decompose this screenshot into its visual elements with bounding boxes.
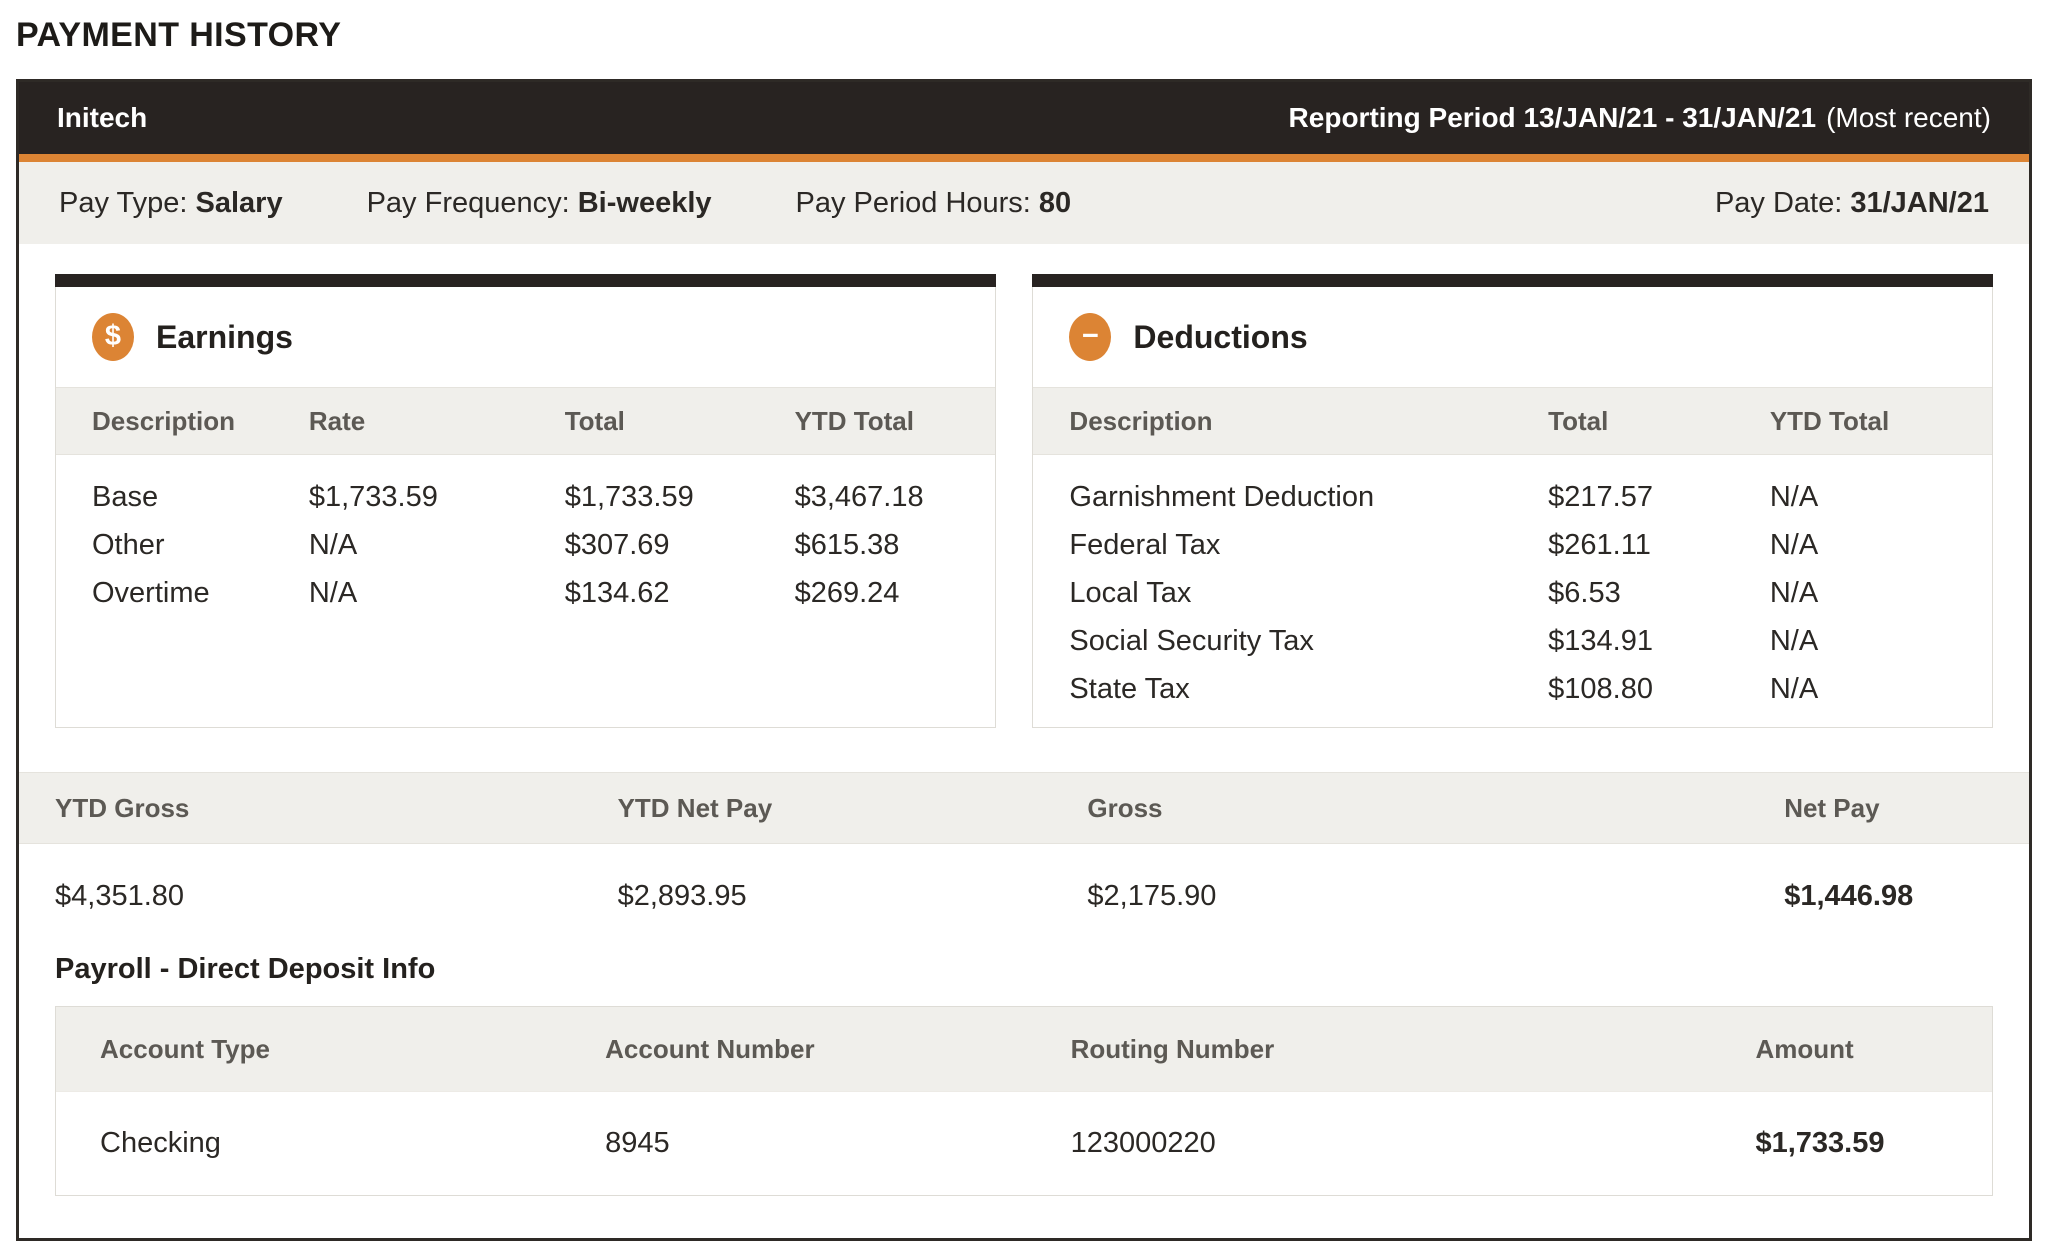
deduction-description: State Tax — [1069, 672, 1190, 705]
summary-values-row — [19, 844, 2029, 951]
pay-type — [59, 187, 283, 220]
company-name: Initech — [57, 102, 148, 133]
deduction-description: Garnishment Deduction — [1069, 480, 1375, 513]
table-row — [92, 473, 959, 521]
cards-row — [19, 244, 2029, 728]
dd-col-amount: Amount — [1755, 1033, 1854, 1064]
table-row — [1069, 473, 1956, 521]
earnings-ytd-total: $269.24 — [794, 576, 900, 609]
payment-history-panel — [16, 79, 2032, 1241]
table-row — [92, 569, 959, 617]
direct-deposit-title: Payroll - Direct Deposit Info — [55, 953, 436, 985]
pay-period-hours — [796, 187, 1072, 220]
deductions-table-header — [1033, 387, 1992, 455]
earnings-description: Overtime — [92, 576, 210, 609]
deductions-col-total: Total — [1548, 405, 1609, 436]
ytd-net-pay-value: $2,893.95 — [617, 880, 747, 912]
table-row — [1069, 521, 1956, 569]
earnings-total: $134.62 — [564, 576, 670, 609]
dd-amount: $1,733.59 — [1755, 1127, 1885, 1159]
pay-period-hours-value: 80 — [1038, 186, 1072, 219]
earnings-description: Base — [92, 480, 159, 513]
deduction-description: Social Security Tax — [1069, 624, 1314, 657]
earnings-total: $1,733.59 — [564, 480, 694, 513]
dd-col-routing-number: Routing Number — [1070, 1033, 1275, 1064]
earnings-card-topbar — [55, 274, 996, 287]
deduction-total: $217.57 — [1548, 480, 1653, 513]
pay-period-hours-label: Pay Period Hours: — [795, 186, 1039, 219]
earnings-card — [55, 274, 996, 728]
earnings-rate: N/A — [308, 528, 358, 561]
earnings-rate: N/A — [308, 576, 358, 609]
deductions-card — [1032, 274, 1993, 728]
gross-value: $2,175.90 — [1087, 880, 1217, 912]
dd-col-account-type: Account Type — [100, 1033, 270, 1064]
minus-circle-icon: − — [1069, 313, 1111, 361]
pay-date — [1715, 187, 1989, 220]
ytd-gross-value: $4,351.80 — [55, 880, 185, 912]
deductions-card-title — [1033, 287, 1992, 387]
report-header-bar — [19, 82, 2029, 154]
earnings-description: Other — [92, 528, 165, 561]
table-row — [1069, 665, 1956, 713]
pay-frequency-label: Pay Frequency: — [366, 186, 578, 219]
summary-col-ytd-gross: YTD Gross — [55, 792, 190, 823]
deduction-ytd-total: N/A — [1769, 624, 1819, 657]
earnings-rate: $1,733.59 — [308, 480, 438, 513]
deductions-col-ytd-total: YTD Total — [1769, 405, 1890, 436]
earnings-ytd-total: $3,467.18 — [794, 480, 924, 513]
accent-divider — [19, 154, 2029, 162]
table-row — [56, 1091, 1992, 1195]
earnings-col-description: Description — [92, 405, 236, 436]
reporting-period-range: Reporting Period 13/JAN/21 - 31/JAN/21 — [1288, 102, 1817, 133]
deduction-total: $108.80 — [1548, 672, 1653, 705]
pay-frequency-value: Bi-weekly — [577, 186, 712, 219]
deduction-ytd-total: N/A — [1769, 576, 1819, 609]
deductions-col-description: Description — [1069, 405, 1213, 436]
direct-deposit-header — [56, 1007, 1992, 1091]
deduction-total: $134.91 — [1548, 624, 1653, 657]
earnings-col-total: Total — [564, 405, 625, 436]
earnings-title-text: Earnings — [156, 318, 293, 355]
direct-deposit-table — [55, 1006, 1993, 1196]
dd-routing-number: 123000220 — [1070, 1127, 1216, 1159]
deduction-description: Federal Tax — [1069, 528, 1221, 561]
deduction-ytd-total: N/A — [1769, 672, 1819, 705]
table-row — [92, 521, 959, 569]
dollar-circle-icon: $ — [92, 313, 134, 361]
deduction-total: $6.53 — [1548, 576, 1621, 609]
earnings-total: $307.69 — [564, 528, 670, 561]
summary-col-ytd-net-pay: YTD Net Pay — [617, 792, 773, 823]
summary-col-gross: Gross — [1087, 792, 1163, 823]
net-pay-value: $1,446.98 — [1784, 880, 1914, 912]
deductions-title-text: Deductions — [1133, 318, 1308, 355]
deduction-total: $261.11 — [1548, 528, 1651, 561]
earnings-ytd-total: $615.38 — [794, 528, 900, 561]
pay-info-strip — [19, 162, 2029, 244]
pay-frequency — [367, 187, 712, 220]
reporting-period — [1289, 102, 1991, 134]
table-row — [1069, 569, 1956, 617]
deduction-ytd-total: N/A — [1769, 528, 1819, 561]
most-recent-label: (Most recent) — [1826, 102, 1991, 133]
pay-date-label: Pay Date: — [1714, 186, 1851, 219]
pay-type-value: Salary — [195, 186, 283, 219]
table-row — [1069, 617, 1956, 665]
pay-type-label: Pay Type: — [59, 186, 196, 219]
earnings-table-header — [56, 387, 995, 455]
deduction-description: Local Tax — [1069, 576, 1192, 609]
deductions-table-body — [1033, 455, 1992, 727]
earnings-table-body — [56, 455, 995, 727]
earnings-col-rate: Rate — [308, 405, 366, 436]
summary-col-net-pay: Net Pay — [1784, 792, 1880, 823]
dd-account-type: Checking — [100, 1127, 221, 1159]
dd-col-account-number: Account Number — [605, 1033, 815, 1064]
panel-bottom-spacer — [19, 1196, 2029, 1238]
dd-account-number: 8945 — [605, 1127, 670, 1159]
summary-header-row — [19, 772, 2029, 844]
deductions-card-topbar — [1032, 274, 1993, 287]
page-title: PAYMENT HISTORY — [16, 16, 342, 54]
earnings-col-ytd-total: YTD Total — [794, 405, 914, 436]
deduction-ytd-total: N/A — [1769, 480, 1819, 513]
pay-date-value: 31/JAN/21 — [1850, 186, 1989, 219]
earnings-card-title — [56, 287, 995, 387]
